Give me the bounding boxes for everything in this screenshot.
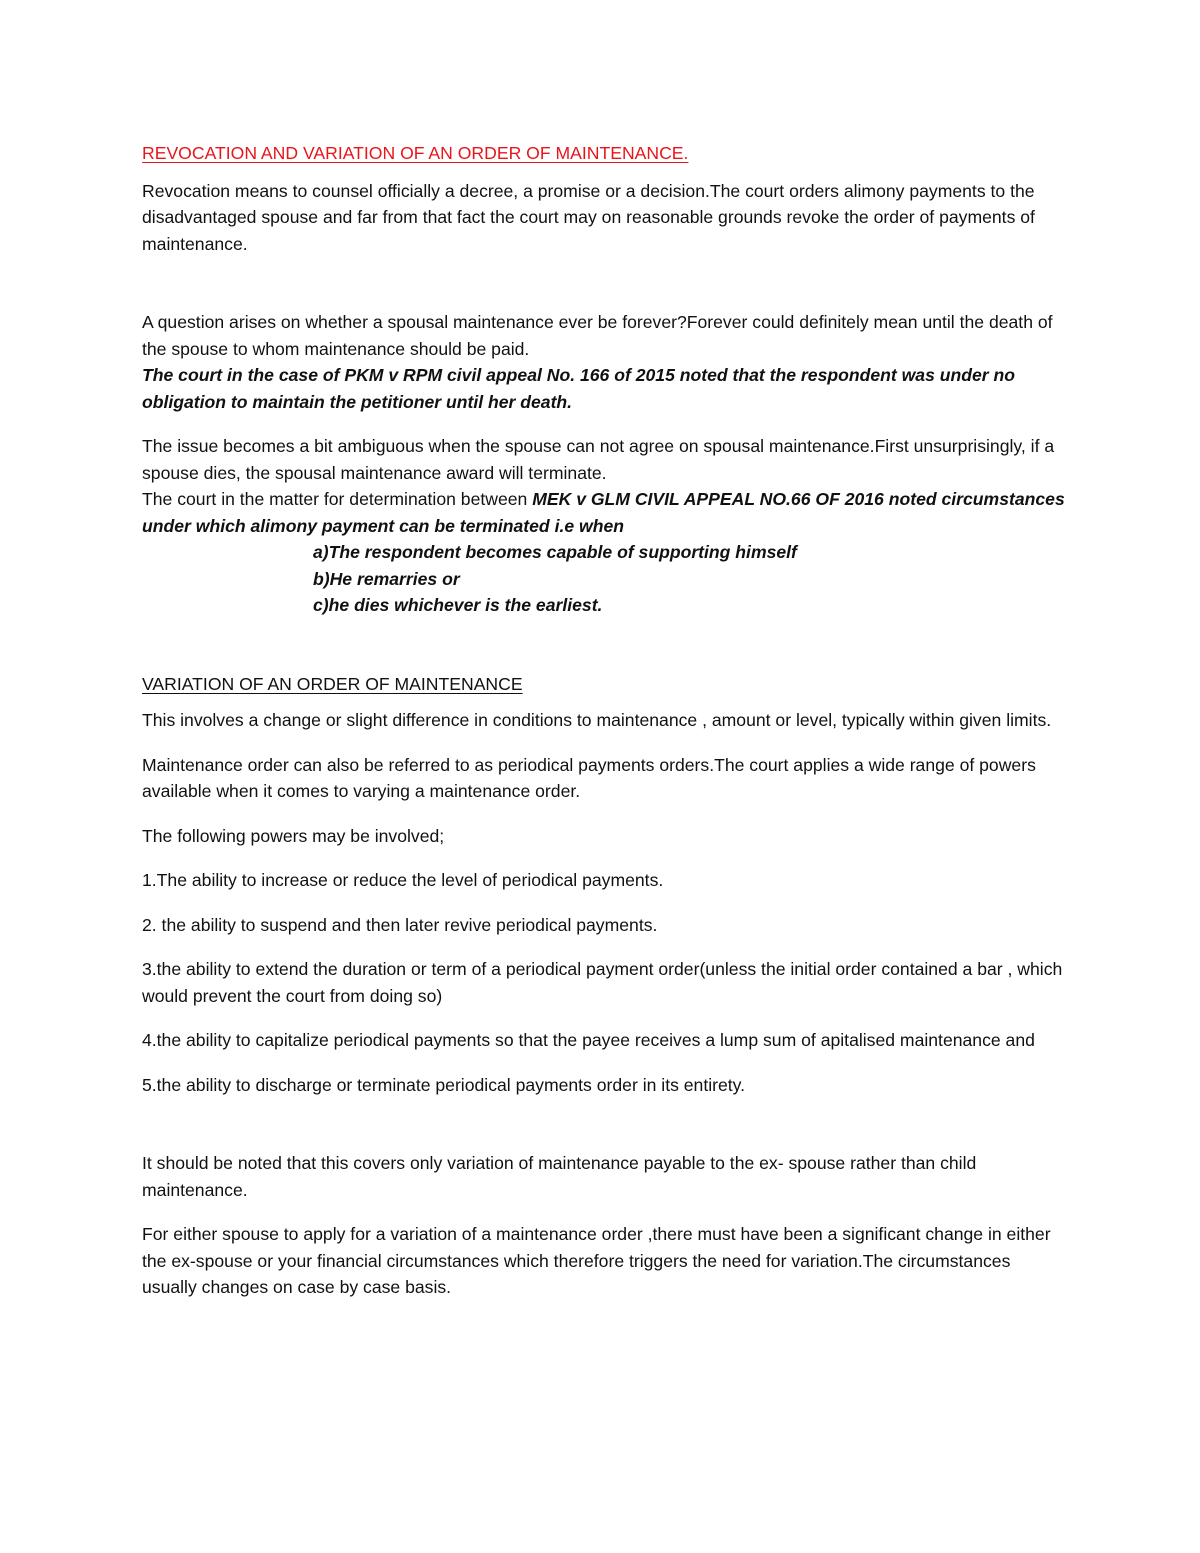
paragraph-powers-intro: The following powers may be involved;	[142, 825, 445, 846]
paragraph-forever-question: A question arises on whether a spousal maintenance ever be forever?Forever could definitely mean until the death of the spouse to whom maintenance should be paid.	[142, 312, 1053, 359]
paragraph-periodical-orders: Maintenance order can also be referred to as periodical payments orders.The court applies a wide range of powers available when it comes to varying a maintenance order.	[142, 754, 1036, 801]
section-heading-variation: VARIATION OF AN ORDER OF MAINTENANCE	[142, 673, 523, 694]
document-title: REVOCATION AND VARIATION OF AN ORDER OF MAINTENANCE.	[142, 143, 689, 163]
paragraph-variation-definition: This involves a change or slight difference in conditions to maintenance , amount or level, typically within given limits.	[142, 710, 1052, 730]
power-list-item: 3.the ability to extend the duration or term of a periodical payment order(unless the initial order contained a bar , which would prevent the court from doing so)	[142, 959, 1063, 1006]
paragraph-revocation-definition: Revocation means to counsel officially a decree, a promise or a decision.The court orders alimony payments to the disadvantaged spouse and far from that fact the court may on reasonable grounds revoke the order of payments of maintenance.	[142, 180, 1035, 254]
power-list-item: 4.the ability to capitalize periodical payments so that the payee receives a lump sum of apitalised maintenance and	[142, 1030, 1035, 1050]
power-list-item: 2. the ability to suspend and then later revive periodical payments.	[142, 914, 658, 935]
mek-case-lead: The court in the matter for determination between	[142, 489, 533, 509]
paragraph-ambiguity: The issue becomes a bit ambiguous when the spouse can not agree on spousal maintenance.First unsurprisingly, if a spouse dies, the spousal maintenance award will terminate.	[142, 436, 1055, 483]
power-list-item: 1.The ability to increase or reduce the level of periodical payments.	[142, 870, 664, 890]
power-list-item: 5.the ability to discharge or terminate periodical payments order in its entirety.	[142, 1074, 746, 1095]
paragraph-pkm-case: The court in the case of PKM v RPM civil appeal No. 166 of 2015 noted that the respondent was under no obligation to maintain the petitioner until her death.	[142, 365, 1016, 412]
paragraph-mek-case	[142, 486, 1067, 539]
mek-case-citation: MEK v GLM CIVIL APPEAL NO.66 OF 2016 noted circumstances under which alimony payment can be terminated i.e when	[142, 489, 1065, 536]
condition-item: a)The respondent becomes capable of supporting himself	[313, 542, 797, 562]
document-body	[142, 140, 1067, 1301]
paragraph-variation-application: For either spouse to apply for a variation of a maintenance order ,there must have been a significant change in either the ex-spouse or your financial circumstances which therefore triggers the need for variation.The circumstances usually changes on case by case basis.	[142, 1224, 1051, 1297]
paragraph-scope-note: It should be noted that this covers only variation of maintenance payable to the ex- spouse rather than child maintenance.	[142, 1153, 977, 1200]
condition-item: b)He remarries or	[313, 568, 460, 589]
condition-item: c)he dies whichever is the earliest.	[313, 595, 603, 615]
